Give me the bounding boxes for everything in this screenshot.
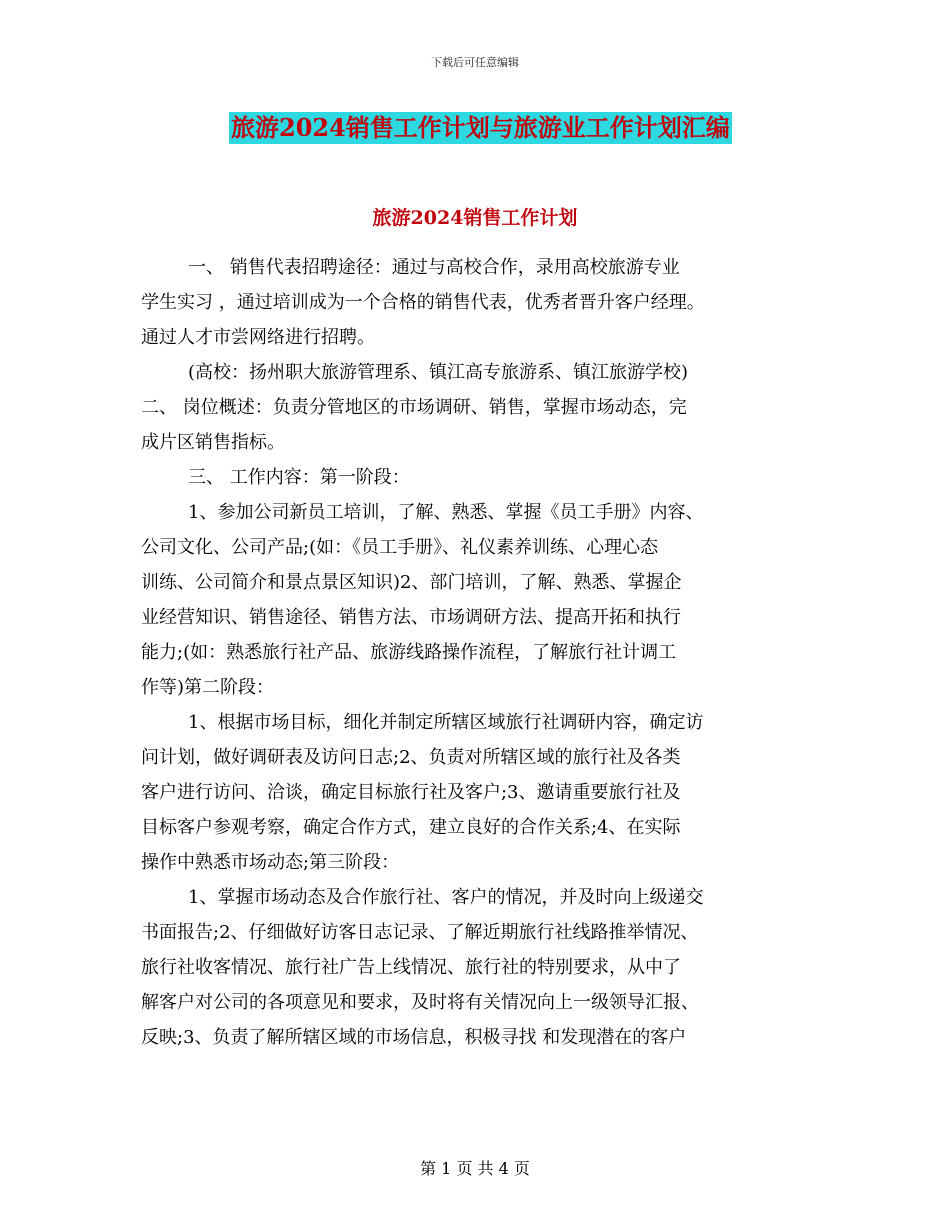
paragraph-line: 书面报告;2、仔细做好访客日志记录、了解近期旅行社线路推举情况、 — [141, 922, 699, 943]
paragraph-line: 能力;(如：熟悉旅行社产品、旅游线路操作流程，了解旅行社计调工 — [141, 642, 677, 663]
paragraph-line: 解客户对公司的各项意见和要求，及时将有关情况向上一级领导汇报、 — [141, 992, 699, 1013]
paragraph-line: (高校：扬州职大旅游管理系、镇江高专旅游系、镇江旅游学校) — [188, 362, 689, 383]
header-note: 下载后可任意编辑 — [431, 56, 519, 69]
paragraph-line: 业经营知识、销售途径、销售方法、市场调研方法、提高开拓和执行 — [141, 607, 681, 628]
paragraph-line: 目标客户参观考察，确定合作方式，建立良好的合作关系;4、在实际 — [141, 817, 681, 838]
paragraph-line: 通过人才市尝网络进行招聘。 — [141, 327, 375, 348]
paragraph-line: 问计划，做好调研表及访问日志;2、负责对所辖区域的旅行社及各类 — [141, 747, 681, 768]
paragraph-line: 1、根据市场目标，细化并制定所辖区域旅行社调研内容，确定访 — [188, 712, 704, 733]
paragraph-line: 1、掌握市场动态及合作旅行社、客户的情况，并及时向上级递交 — [188, 887, 704, 908]
document-title: 旅游2024销售工作计划与旅游业工作计划汇编 — [231, 113, 730, 142]
paragraph-line: 公司文化、公司产品;(如：《员工手册》、礼仪素养训练、心理心态 — [141, 537, 659, 558]
paragraph-line: 成片区销售指标。 — [141, 432, 285, 453]
paragraph-line: 三、 工作内容：第一阶段： — [188, 467, 410, 488]
paragraph-line: 学生实习 ，通过培训成为一个合格的销售代表，优秀者晋升客户经理。 — [141, 292, 705, 313]
paragraph-line: 操作中熟悉市场动态;第三阶段： — [141, 852, 400, 873]
paragraph-line: 客户进行访问、洽谈，确定目标旅行社及客户;3、邀请重要旅行社及 — [141, 782, 681, 803]
paragraph-line: 作等)第二阶段： — [141, 677, 275, 698]
section-title: 旅游2024销售工作计划 — [372, 207, 578, 229]
paragraph-line: 旅行社收客情况、旅行社广告上线情况、旅行社的特别要求，从中了 — [141, 957, 681, 978]
paragraph-line: 训练、公司简介和景点景区知识)2、部门培训，了解、熟悉、掌握企 — [141, 572, 682, 593]
page-footer: 第 1 页 共 4 页 — [420, 1159, 530, 1178]
body-text — [141, 250, 821, 1055]
paragraph-line: 1、参加公司新员工培训，了解、熟悉、掌握《员工手册》内容、 — [188, 502, 704, 523]
paragraph-line: 反映;3、负责了解所辖区域的市场信息，积极寻找 和发现潜在的客户 — [141, 1027, 687, 1048]
paragraph-line: 一、 销售代表招聘途径：通过与高校合作，录用高校旅游专业 — [188, 257, 680, 278]
paragraph-line: 二、 岗位概述：负责分管地区的市场调研、销售，掌握市场动态，完 — [141, 397, 687, 418]
